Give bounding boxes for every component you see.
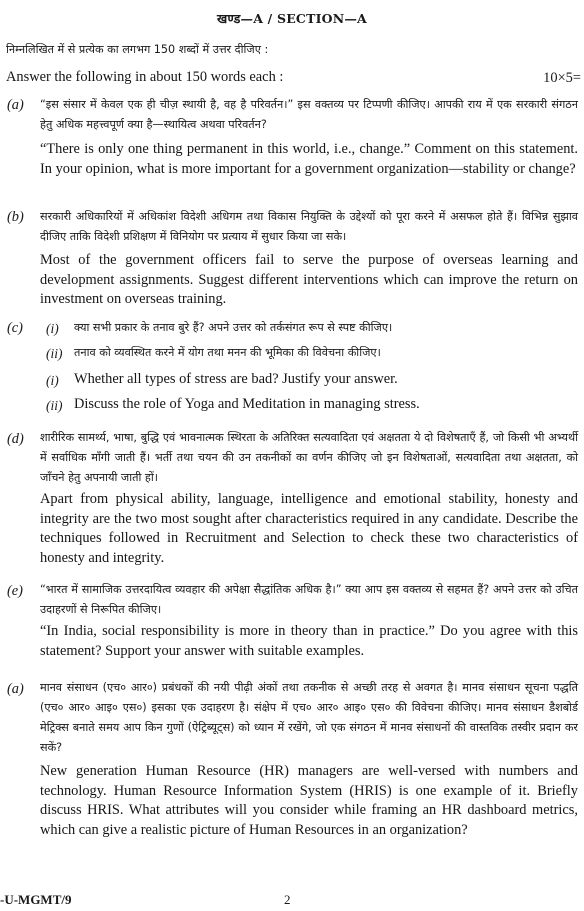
question-text-hindi: मानव संसाधन (एच० आर०) प्रबंधकों की नयी पीढ़ी अंकों तथा तकनीक से अच्छी तरह से अवगत है। मानव संसाधन सूचना पद्धति (एच० आर० आइ० एस०) इसका एक उदाहरण है। संक्षेप में एच० आर० आइ० एस० की विवेचना कीजिए। मानव संसाधन डैशबोर्ड मेट्रिक्स बनाते समय आप किन गुणों (ऐट्रिब्यूट्स) को ध्यान में रखेंगे, जो एक संगठन में मानव संसाधनों की वास्तविक तस्वीर प्रदान कर सकें? [40,681,578,754]
question-text-english: “In India, social responsibility is more in theory than in practice.” Do you agree with this statement? Support your answer with suitable examples. [40,623,578,659]
question-text-english: “There is only one thing permanent in this world, i.e., change.” Comment on this statement. In your opinion, what is more important for a government organization—stability or change? [40,141,578,177]
subquestion-label: (i) [46,321,59,336]
subquestion-text-english: Discuss the role of Yoga and Meditation in managing stress. [74,396,420,412]
question-label: (a) [7,681,24,697]
page-number: 2 [284,892,291,907]
question-text-hindi: शारीरिक सामर्थ्य, भाषा, बुद्धि एवं भावनात्मक स्थिरता के अतिरिक्त सत्यवादिता एवं अक्षतता ये दो विशेषताएँ हैं, जो किसी भी अभ्यर्थी में सर्वाधिक माँगी जाती हैं। भर्ती तथा चयन की उन तकनीकों का वर्णन कीजिए जो इन विशेषताओं, सत्यवादिता तथा अक्षतता, को जाँचने हेतु अपनायी जाती हों। [40,431,578,484]
question-text-hindi: “इस संसार में केवल एक ही चीज़ स्थायी है, वह है परिवर्तन।” इस वक्तव्य पर टिप्पणी कीजिए। आपकी राय में एक सरकारी संगठन हेतु अधिक महत्त्वपूर्ण क्या है—स्थायित्व अथवा परिवर्तन? [40,98,578,131]
subquestion-label: (ii) [46,398,63,413]
question-label: (b) [7,209,24,225]
instruction-hindi: निम्नलिखित में से प्रत्येक का लगभग 150 शब्दों में उत्तर दीजिए : [6,43,269,56]
question-text-english: Apart from physical ability, language, intelligence and emotional stability, honesty and integrity are the two most sought after characteristics required in any candidate. Describe the techniques followed in Recruitment and Selection to check these two characteristics of honesty and integrity. [40,491,578,566]
question-label: (c) [7,320,23,336]
subquestion-label: (i) [46,373,59,388]
subquestion-text-english: Whether all types of stress are bad? Justify your answer. [74,371,398,387]
question-text-english: New generation Human Resource (HR) managers are well-versed with numbers and technology. Human Resource Information System (HRIS) is one example of it. Briefly discuss HRIS. What attributes will you consider while framing an HR dashboard metrics, which can give a realistic picture of Human Resources in an organization? [40,763,578,838]
subquestion-text-hindi: क्या सभी प्रकार के तनाव बुरे हैं? अपने उत्तर को तर्कसंगत रूप से स्पष्ट कीजिए। [74,321,393,334]
subquestion-label: (ii) [46,346,63,361]
question-text-hindi: “भारत में सामाजिक उत्तरदायित्व व्यवहार की अपेक्षा सैद्धांतिक अधिक है।” क्या आप इस वक्तव्य से सहमत हैं? अपने उत्तर को उचित उदाहरणों से निरूपित कीजिए। [40,583,578,616]
section-header: खण्ड—A / SECTION—A [217,11,367,26]
instruction-english: Answer the following in about 150 words each : [6,69,284,85]
subquestion-text-hindi: तनाव को व्यवस्थित करने में योग तथा मनन की भूमिका की विवेचना कीजिए। [74,346,381,359]
question-label: (d) [7,431,24,447]
question-text-hindi: सरकारी अधिकारियों में अधिकांश विदेशी अधिगम तथा विकास नियुक्ति के उद्देश्यों को पूरा करने में असफल होते हैं। विभिन्न सुझाव दीजिए ताकि विदेशी प्रशिक्षण में विनियोग पर प्रत्याय में सुधार किया जा सके। [40,210,578,243]
question-label: (a) [7,97,24,113]
marks-allocation: 10×5= [543,70,581,86]
paper-code: -U-MGMT/9 [0,892,72,907]
question-label: (e) [7,583,23,599]
question-text-english: Most of the government officers fail to serve the purpose of overseas learning and development assignments. Suggest different interventions which can improve the return on investment on overseas training. [40,252,578,307]
